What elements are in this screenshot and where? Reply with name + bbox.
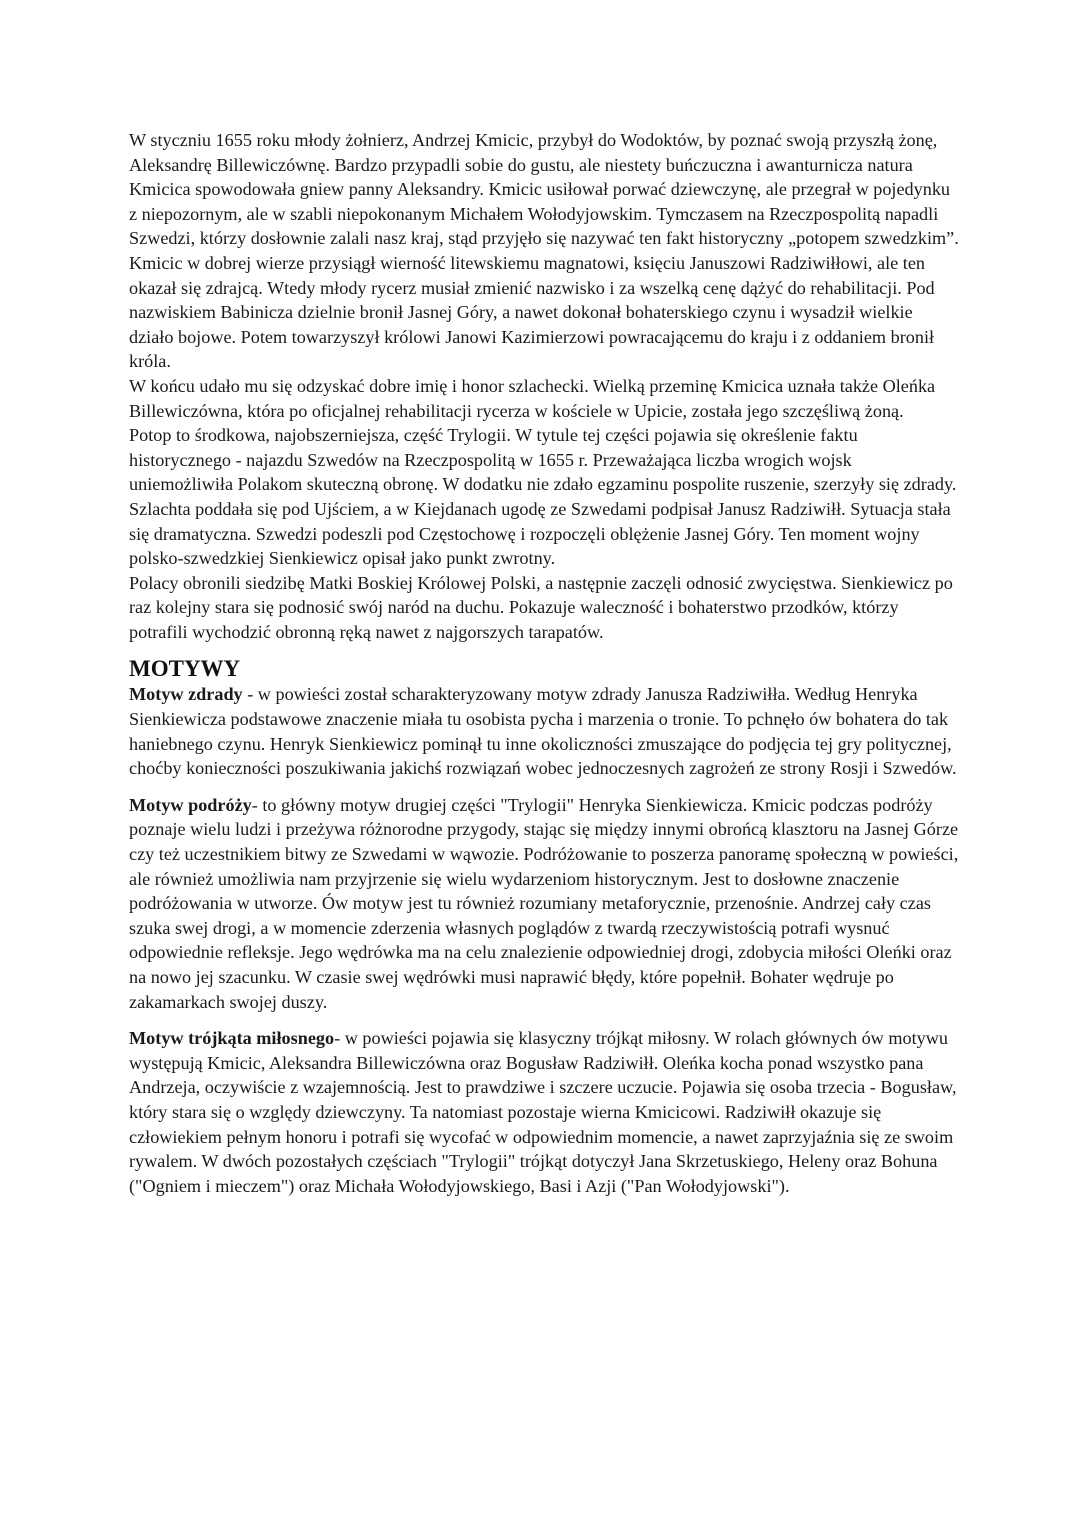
section-heading-motywy: MOTYWY xyxy=(129,656,241,682)
motif-journey xyxy=(129,793,959,1014)
document-page xyxy=(129,128,959,1198)
motif-title: Motyw podróży xyxy=(129,794,252,815)
intro-paragraph-4: Polacy obronili siedzibę Matki Boskiej Królowej Polski, a następnie zaczęli odnosić zwycięstwa. Sienkiewicz po raz kolejny stara się podnosić swój naród na duchu. Pokazuje waleczność i bohaterstwo przodków, którzy potrafili wychodzić obronną ręką nawet z najgorszych tarapatów. xyxy=(129,572,953,642)
motif-title: Motyw trójkąta miłosnego xyxy=(129,1028,335,1049)
motif-love-triangle xyxy=(129,1026,959,1198)
intro-paragraph-1: W styczniu 1655 roku młody żołnierz, Andrzej Kmicic, przybył do Wodoktów, by poznać swoją przyszłą żonę, Aleksandrę Billewiczównę. Bardzo przypadli sobie do gustu, ale niestety buńczuczna i awanturnicza natura Kmicica spowodowała gniew panny Aleksandry. Kmicic usiłował porwać dziewczynę, ale przegrał w pojedynku z niepozornym, ale w szabli niepokonanym Michałem Wołodyjowskim. Tymczasem na Rzeczpospolitą napadli Szwedzi, którzy dosłownie zalali nasz kraj, stąd przyjęło się nazywać ten fakt historyczny „potopem szwedzkim”. Kmicic w dobrej wierze przysiągł wierność litewskiemu magnatowi, księciu Januszowi Radziwiłłowi, ale ten okazał się zdrajcą. Wtedy młody rycerz musiał zmienić nazwisko i za wszelką cenę dążyć do rehabilitacji. Pod nazwiskiem Babinicza dzielnie bronił Jasnej Góry, a nawet dokonał bohaterskiego czynu i wysadził wielkie działo bojowe. Potem towarzyszył królowi Janowi Kazimierzowi powracającemu do kraju i z oddaniem bronił króla. xyxy=(129,130,959,372)
motif-text: - to główny motyw drugiej części "Trylogii" Henryka Sienkiewicza. Kmicic podczas podróży poznaje wielu ludzi i przeżywa różnorodne przygody, stając się między innymi obrońcą klasztoru na Jasnej Górze czy też uczestnikiem bitwy ze Szwedami w wąwozie. Podróżowanie to poszerza panoramę społeczną w powieści, ale również umożliwia nam przyjrzenie się wielu wydarzeniom historycznym. Jest to dosłowne znaczenie podróżowania w utworze. Ów motyw jest tu również rozumiany metaforycznie, przenośnie. Andrzej cały czas szuka swej drogi, a w momencie zderzenia własnych poglądów z twardą rzeczywistością potrafi wysnuć odpowiednie refleksje. Jego wędrówka ma na celu znalezienie odpowiedniej drogi, zdobycia miłości Oleńki oraz na nowo jej szacunku. W czasie swej wędrówki musi naprawić błędy, które popełnił. Bohater wędruje po zakamarkach swojej duszy. xyxy=(129,794,959,1012)
intro-paragraph-2: W końcu udało mu się odzyskać dobre imię i honor szlachecki. Wielką przeminę Kmicica uznała także Oleńka Billewiczówna, która po oficjalnej rehabilitacji rycerza w kościele w Upicie, została jego szczęśliwą żoną. xyxy=(129,375,936,421)
intro-paragraph-3: Potop to środkowa, najobszerniejsza, część Trylogii. W tytule tej części pojawia się określenie faktu historycznego - najazdu Szwedów na Rzeczpospolitą w 1655 r. Przeważająca liczba wrogich wojsk uniemożliwiła Polakom skuteczną obronę. W dodatku nie zdało egzaminu pospolite ruszenie, szerzyły się zdrady. Szlachta poddała się pod Ujściem, a w Kiejdanach ugodę ze Szwedami podpisał Janusz Radziwiłł. Sytuacja stała się dramatyczna. Szwedzi podeszli pod Częstochowę i rozpoczęli oblężenie Jasnej Góry. Ten moment wojny polsko-szwedzkiej Sienkiewicz opisał jako punkt zwrotny. xyxy=(129,425,957,569)
motif-text: - w powieści został scharakteryzowany motyw zdrady Janusza Radziwiłła. Według Henryka Sienkiewicza podstawowe znaczenie miała tu osobista pycha i marzenia o tronie. To pchnęło ów bohatera do tak haniebnego czynu. Henryk Sienkiewicz pominął tu inne okoliczności zmuszające do podjęcia tej gry politycznej, choćby konieczności poszukiwania jakichś rozwiązań wobec jednoczesnych zagrożeń ze strony Rosji i Szwedów. xyxy=(129,684,957,779)
motif-text: - w powieści pojawia się klasyczny trójkąt miłosny. W rolach głównych ów motywu występują Kmicic, Aleksandra Billewiczówna oraz Bogusław Radziwiłł. Oleńka kocha ponad wszystko pana Andrzeja, oczywiście z wzajemnością. Jest to prawdziwe i szczere uczucie. Pojawia się osoba trzecia - Bogusław, który stara się o względy dziewczyny. Ta natomiast pozostaje wierna Kmicicowi. Radziwiłł okazuje się człowiekiem pełnym honoru i potrafi się wycofać w odpowiednim momencie, a nawet zaprzyjaźnia się ze swoim rywalem. W dwóch pozostałych częściach "Trylogii" trójkąt dotyczył Jana Skrzetuskiego, Heleny oraz Bohuna ("Ogniem i mieczem") oraz Michała Wołodyjowskiego, Basi i Azji ("Pan Wołodyjowski"). xyxy=(129,1028,957,1196)
motif-title: Motyw zdrady xyxy=(129,684,243,705)
motif-treason xyxy=(129,682,959,780)
